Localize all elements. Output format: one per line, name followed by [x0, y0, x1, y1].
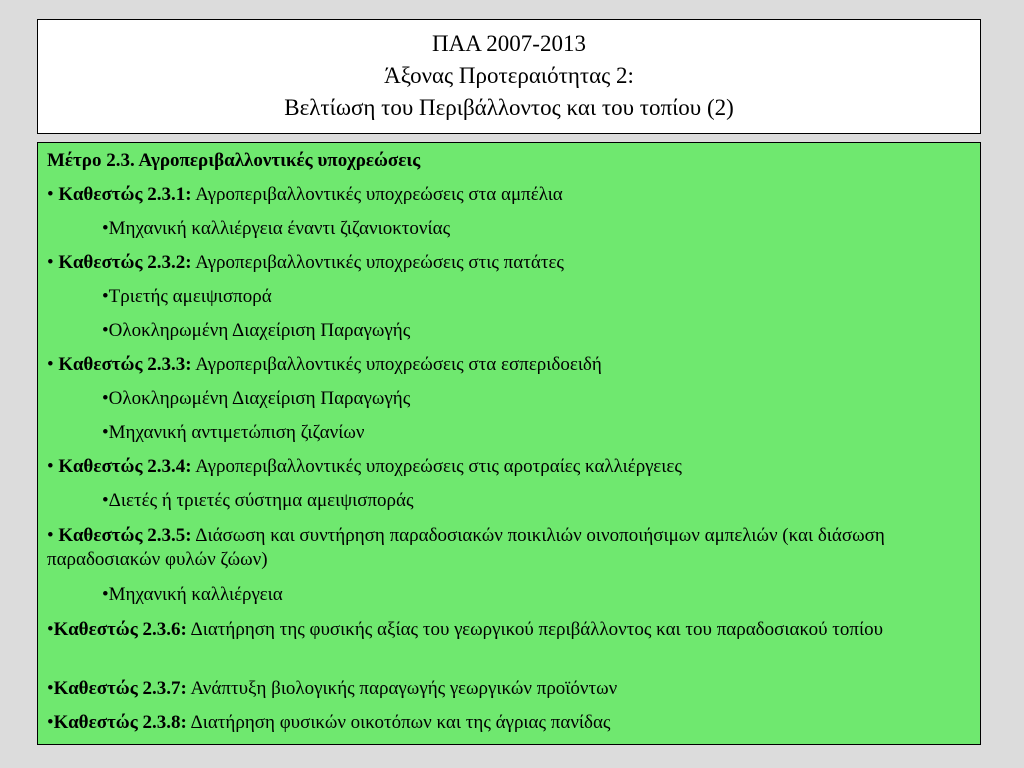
sub-item: •Διετές ή τριετές σύστημα αμειψισποράς [102, 490, 414, 511]
title-line-2: Άξονας Προτεραιότητας 2: [384, 63, 634, 88]
scheme-item-2-3-6: •Καθεστώς 2.3.6: Διατήρηση της φυσικής αξίας του γεωργικού περιβάλλοντος και του παραδοσιακού τοπίου [47, 619, 884, 640]
slide-title-box [37, 19, 981, 134]
sub-item: •Μηχανική καλλιέργεια [102, 584, 283, 605]
scheme-item-2-3-8: •Καθεστώς 2.3.8: Διατήρηση φυσικών οικοτόπων και της άγριας πανίδας [47, 712, 611, 733]
sub-item: •Τριετής αμειψισπορά [102, 286, 272, 307]
measure-heading: Μέτρο 2.3. Αγροπεριβαλλοντικές υποχρεώσεις [47, 150, 421, 171]
scheme-item-2-3-1: • Καθεστώς 2.3.1: Αγροπεριβαλλοντικές υποχρεώσεις στα αμπέλια [47, 184, 563, 205]
scheme-item-2-3-4: • Καθεστώς 2.3.4: Αγροπεριβαλλοντικές υποχρεώσεις στις αροτραίες καλλιέργειες [47, 456, 682, 477]
title-line-1: ΠΑΑ 2007-2013 [432, 31, 586, 56]
sub-item: •Μηχανική καλλιέργεια έναντι ζιζανιοκτονίας [102, 218, 451, 239]
slide-content-box [37, 142, 981, 745]
sub-item: •Ολοκληρωμένη Διαχείριση Παραγωγής [102, 388, 411, 409]
scheme-item-2-3-7: •Καθεστώς 2.3.7: Ανάπτυξη βιολογικής παραγωγής γεωργικών προϊόντων [47, 678, 618, 699]
sub-item: •Μηχανική αντιμετώπιση ζιζανίων [102, 422, 365, 443]
scheme-item-2-3-3: • Καθεστώς 2.3.3: Αγροπεριβαλλοντικές υποχρεώσεις στα εσπεριδοειδή [47, 354, 602, 375]
sub-item: •Ολοκληρωμένη Διαχείριση Παραγωγής [102, 320, 411, 341]
scheme-item-2-3-5: • Καθεστώς 2.3.5: Διάσωση και συντήρηση παραδοσιακών ποικιλιών οινοποιήσιμων αμπελιών (και διάσωση παραδοσιακών φυλών ζώων) [47, 525, 885, 570]
scheme-item-2-3-2: • Καθεστώς 2.3.2: Αγροπεριβαλλοντικές υποχρεώσεις στις πατάτες [47, 252, 564, 273]
title-line-3: Βελτίωση του Περιβάλλοντος και του τοπίου (2) [284, 95, 734, 120]
